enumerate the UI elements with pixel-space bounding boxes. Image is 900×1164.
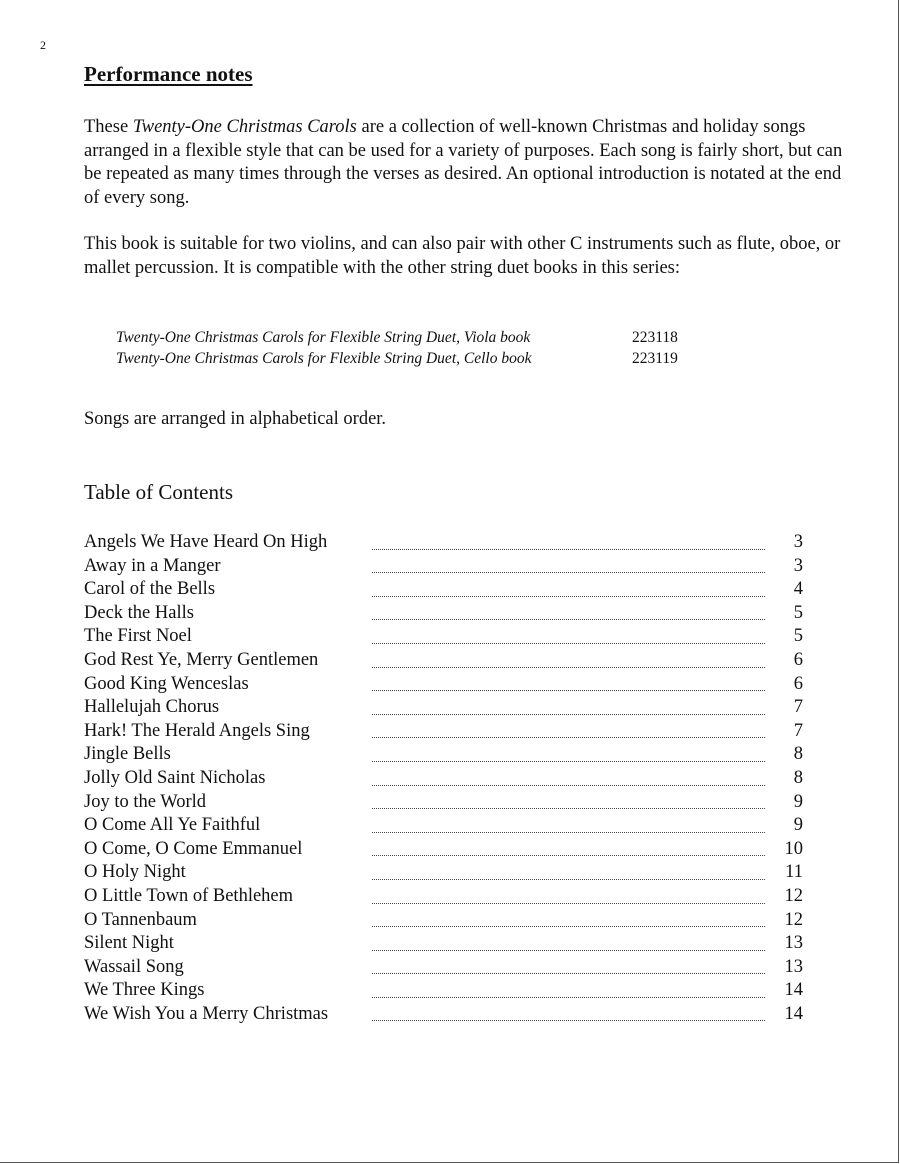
toc-entry xyxy=(84,792,804,816)
toc-dot-leader xyxy=(372,878,765,880)
toc-dot-leader xyxy=(372,618,765,620)
toc-entry xyxy=(84,579,804,603)
toc-entry-page: 14 xyxy=(784,980,803,1001)
toc-entry-title: Silent Night xyxy=(84,933,174,954)
toc-dot-leader xyxy=(372,642,765,644)
toc-dot-leader xyxy=(372,925,765,927)
toc-dot-leader xyxy=(372,807,765,809)
toc-entry-page: 4 xyxy=(793,579,803,600)
intro-text-rest: are a collection of well-known Christmas and holiday songs arranged in a flexible style that can be used for a variety of purposes. Each song is fairly short, but can be repeated as many times through the verses as desired. An optional introduction is notated at the end of every song. xyxy=(84,117,843,208)
toc-entry xyxy=(84,650,804,674)
companion-books-list xyxy=(116,327,678,369)
toc-entry xyxy=(84,886,804,910)
toc-entry xyxy=(84,910,804,934)
companion-book-row xyxy=(116,348,678,369)
toc-entry-title: Jolly Old Saint Nicholas xyxy=(84,767,266,788)
toc-entry-title: Wassail Song xyxy=(84,956,184,977)
table-of-contents xyxy=(84,532,804,1027)
toc-dot-leader xyxy=(372,902,765,904)
toc-dot-leader xyxy=(372,713,765,715)
toc-entry-title: We Three Kings xyxy=(84,980,205,1001)
toc-entry-title: Deck the Halls xyxy=(84,602,194,623)
toc-heading: Table of Contents xyxy=(84,480,233,504)
toc-entry-page: 12 xyxy=(784,885,803,906)
toc-entry-title: O Come, O Come Emmanuel xyxy=(84,838,303,859)
companion-book-title: Twenty-One Christmas Carols for Flexible String Duet, Cello book xyxy=(116,350,532,367)
toc-entry-title: Hark! The Herald Angels Sing xyxy=(84,720,310,741)
toc-entry-page: 11 xyxy=(785,862,803,883)
page-number: 2 xyxy=(40,38,46,52)
compatibility-paragraph: This book is suitable for two violins, and can also pair with other C instruments such as flute, oboe, or mallet percussion. It is compatible with the other string duet books in this series: xyxy=(84,234,841,278)
toc-entry xyxy=(84,674,804,698)
page-heading: Performance notes xyxy=(84,62,253,86)
toc-entry xyxy=(84,721,804,745)
intro-paragraph xyxy=(84,116,844,210)
toc-entry xyxy=(84,744,804,768)
toc-dot-leader xyxy=(372,831,765,833)
toc-entry-page: 8 xyxy=(793,744,803,765)
toc-entry xyxy=(84,957,804,981)
toc-entry-page: 5 xyxy=(793,602,803,623)
toc-entry-title: O Come All Ye Faithful xyxy=(84,815,261,836)
toc-entry-page: 10 xyxy=(784,838,803,859)
toc-entry-page: 14 xyxy=(784,1003,803,1024)
companion-book-number: 223119 xyxy=(632,350,678,367)
toc-entry-page: 13 xyxy=(784,933,803,954)
toc-entry xyxy=(84,933,804,957)
toc-entry-title: Jingle Bells xyxy=(84,744,171,765)
toc-dot-leader xyxy=(372,595,765,597)
toc-entry xyxy=(84,768,804,792)
toc-dot-leader xyxy=(372,972,765,974)
toc-entry xyxy=(84,626,804,650)
companion-book-row xyxy=(116,327,678,348)
toc-entry-page: 12 xyxy=(784,909,803,930)
toc-entry-page: 7 xyxy=(793,697,803,718)
toc-dot-leader xyxy=(372,689,765,691)
companion-book-number: 223118 xyxy=(632,329,678,346)
toc-dot-leader xyxy=(372,949,765,951)
toc-entry-page: 6 xyxy=(793,673,803,694)
toc-entry xyxy=(84,697,804,721)
toc-entry xyxy=(84,532,804,556)
toc-entry-page: 7 xyxy=(793,720,803,741)
companion-book-title: Twenty-One Christmas Carols for Flexible String Duet, Viola book xyxy=(116,329,531,346)
toc-dot-leader xyxy=(372,760,765,762)
toc-entry xyxy=(84,862,804,886)
toc-entry xyxy=(84,980,804,1004)
toc-entry-page: 9 xyxy=(793,815,803,836)
toc-dot-leader xyxy=(372,666,765,668)
toc-dot-leader xyxy=(372,854,765,856)
toc-entry-title: O Holy Night xyxy=(84,862,186,883)
toc-entry-title: The First Noel xyxy=(84,626,192,647)
toc-dot-leader xyxy=(372,996,765,998)
toc-dot-leader xyxy=(372,784,765,786)
toc-entry-page: 3 xyxy=(793,555,803,576)
toc-dot-leader xyxy=(372,736,765,738)
toc-entry-title: Good King Wenceslas xyxy=(84,673,249,694)
toc-entry-title: Away in a Manger xyxy=(84,555,221,576)
toc-entry-page: 9 xyxy=(793,791,803,812)
toc-entry xyxy=(84,839,804,863)
toc-entry-title: O Tannenbaum xyxy=(84,909,197,930)
order-note: Songs are arranged in alphabetical order. xyxy=(84,409,387,429)
toc-entry-title: Joy to the World xyxy=(84,791,207,812)
toc-entry-page: 8 xyxy=(793,767,803,788)
toc-entry-title: We Wish You a Merry Christmas xyxy=(84,1003,329,1024)
toc-entry-title: O Little Town of Bethlehem xyxy=(84,885,294,906)
toc-entry xyxy=(84,815,804,839)
toc-entry-page: 5 xyxy=(793,626,803,647)
toc-entry-page: 13 xyxy=(784,956,803,977)
toc-entry xyxy=(84,556,804,580)
toc-entry-title: Angels We Have Heard On High xyxy=(84,532,328,552)
toc-dot-leader xyxy=(372,1019,765,1021)
toc-dot-leader xyxy=(372,548,765,550)
toc-entry xyxy=(84,603,804,627)
toc-entry xyxy=(84,1004,804,1028)
toc-entry-title: Hallelujah Chorus xyxy=(84,697,220,718)
toc-dot-leader xyxy=(372,571,765,573)
toc-entry-title: God Rest Ye, Merry Gentlemen xyxy=(84,649,319,670)
toc-entry-title: Carol of the Bells xyxy=(84,579,216,600)
toc-entry-page: 3 xyxy=(793,532,803,552)
intro-text-start: These xyxy=(84,117,133,137)
toc-entry-page: 6 xyxy=(793,649,803,670)
book-title: Twenty-One Christmas Carols xyxy=(132,117,357,137)
